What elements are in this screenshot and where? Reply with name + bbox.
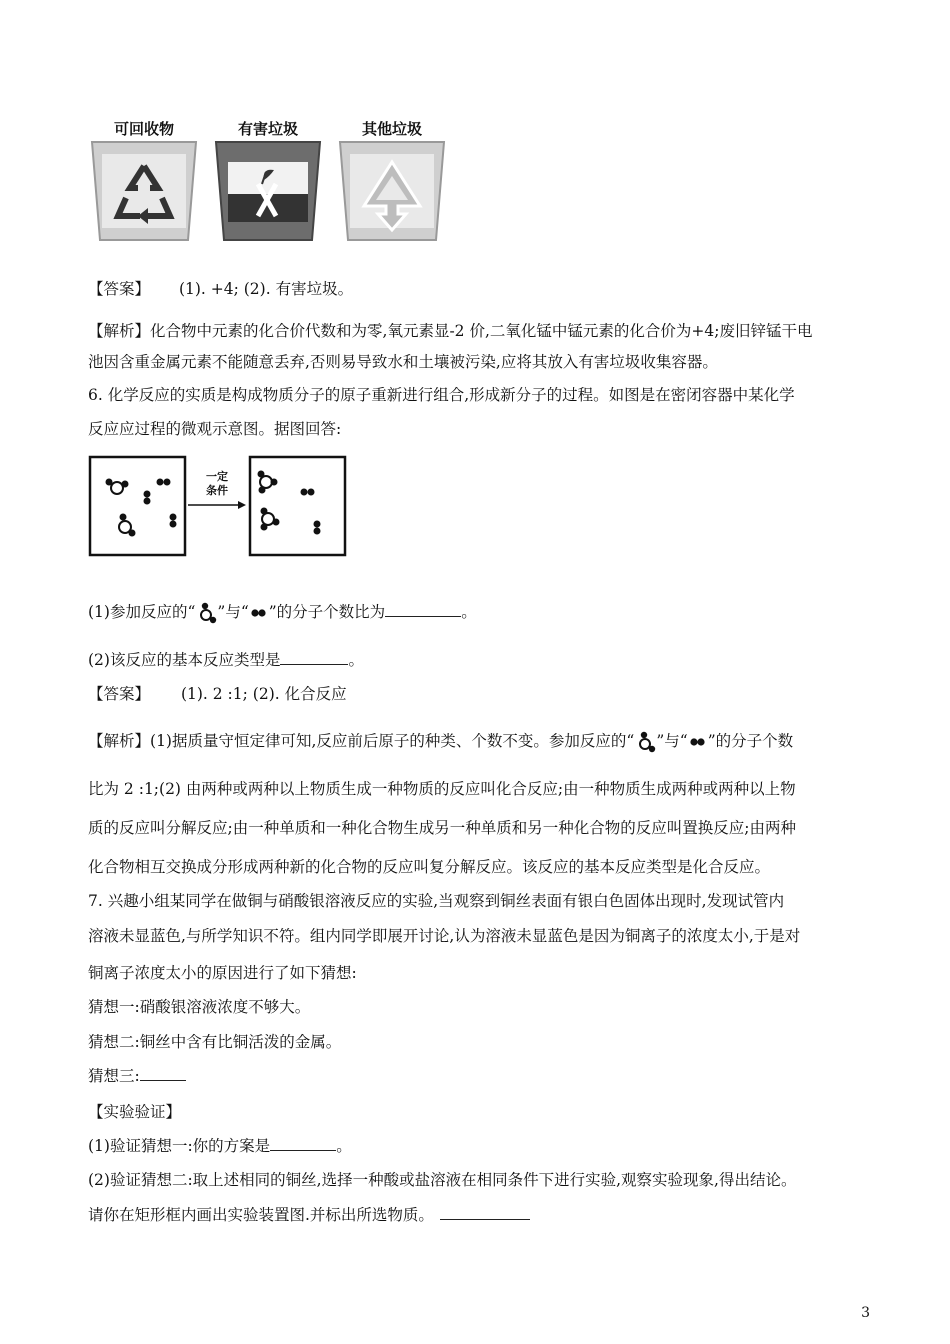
q7-verify-3 xyxy=(88,1204,910,1226)
molecule-b-icon xyxy=(688,736,708,748)
q5-analysis-line-2: 池因含重金属元素不能随意丢弃,否则易导致水和土壤被污染,应将其放入有害垃圾收集容器。 xyxy=(88,353,718,371)
answer-blank[interactable] xyxy=(280,650,348,665)
q6-analysis-line-4: 化合物相互交换成分形成两种新的化合物的反应叫复分解反应。该反应的基本反应类型是化合反应。 xyxy=(88,858,771,876)
arrow-label-line-1: 一定 xyxy=(206,470,228,483)
q6-analysis-line-1 xyxy=(88,730,910,753)
arrow-label xyxy=(194,470,240,498)
verify-1-end: 。 xyxy=(336,1137,352,1155)
other-waste-bin xyxy=(336,118,448,248)
recycle-icon xyxy=(88,140,200,248)
hazardous-bin xyxy=(212,118,324,248)
answer-tag: 【答案】 xyxy=(88,280,151,298)
q7-stem-line-3: 铜离子浓度太小的原因进行了如下猜想: xyxy=(88,964,357,982)
other-waste-icon xyxy=(336,140,448,248)
answer-blank[interactable] xyxy=(440,1205,530,1220)
q7-guess-3 xyxy=(88,1065,910,1087)
q6-sub-question-1 xyxy=(88,601,910,624)
analysis-text-c: ”的分子个数 xyxy=(707,732,794,750)
molecule-a-icon xyxy=(195,602,217,624)
q7-stem-line-1: 7. 兴趣小组某同学在做铜与硝酸银溶液反应的实验,当观察到铜丝表面有银白色固体出现时,发现试管内 xyxy=(88,892,785,910)
hazardous-icon xyxy=(212,140,324,248)
q7-verify-1 xyxy=(88,1135,910,1157)
answer-text: (1). 2 :1; (2). 化合反应 xyxy=(180,685,347,703)
q6-analysis-line-3: 质的反应叫分解反应;由一种单质和一种化合物生成另一种单质和另一种化合物的反应叫置换反应;由两种 xyxy=(88,819,796,837)
sub2-end: 。 xyxy=(348,651,364,669)
q7-verify-2: (2)验证猜想二:取上述相同的铜丝,选择一种酸或盐溶液在相同条件下进行实验,观察实验现象,得出结论。 xyxy=(88,1171,797,1189)
q6-sub-question-2 xyxy=(88,649,910,671)
page-number: 3 xyxy=(861,1305,870,1321)
garbage-bins-figure xyxy=(88,118,448,248)
q7-guess-2: 猜想二:铜丝中含有比铜活泼的金属。 xyxy=(88,1033,342,1051)
recyclable-bin xyxy=(88,118,200,248)
q6-stem-line-1: 6. 化学反应的实质是构成物质分子的原子重新进行组合,形成新分子的过程。如图是在密闭容器中某化学 xyxy=(88,386,795,404)
q7-verify-tag: 【实验验证】 xyxy=(88,1103,182,1121)
analysis-tag: 【解析】 xyxy=(88,322,151,340)
sub1-end: 。 xyxy=(461,603,477,621)
bin-label: 有害垃圾 xyxy=(237,120,298,138)
sub1-text-b: ”与“ xyxy=(217,603,249,621)
q7-guess-1: 猜想一:硝酸银溶液浓度不够大。 xyxy=(88,998,311,1016)
answer-blank[interactable] xyxy=(385,602,461,617)
verify-3-text: 请你在矩形框内画出实验装置图.并标出所选物质。 xyxy=(88,1206,434,1224)
analysis-tag: 【解析】 xyxy=(88,732,151,750)
guess-3-text: 猜想三: xyxy=(88,1067,140,1085)
analysis-text-a: (1)据质量守恒定律可知,反应前后原子的种类、个数不变。参加反应的“ xyxy=(150,732,635,750)
answer-text: (1). +4; (2). 有害垃圾。 xyxy=(178,280,354,298)
q6-stem-line-2: 反应应过程的微观示意图。据图回答: xyxy=(88,420,342,438)
q6-analysis-line-2: 比为 2 :1;(2) 由两种或两种以上物质生成一种物质的反应叫化合反应;由一种物质生成两种或两种以上物 xyxy=(88,780,796,798)
answer-blank[interactable] xyxy=(270,1136,336,1151)
arrow-label-line-2: 条件 xyxy=(206,484,228,497)
q7-stem-line-2: 溶液未显蓝色,与所学知识不符。组内同学即展开讨论,认为溶液未显蓝色是因为铜离子的浓度太小,于是对 xyxy=(88,927,801,945)
analysis-text-b: ”与“ xyxy=(656,732,688,750)
bin-label: 其他垃圾 xyxy=(361,120,422,138)
bin-label: 可回收物 xyxy=(113,120,174,138)
molecule-a-icon xyxy=(634,731,656,753)
q6-answer-line xyxy=(88,683,910,705)
verify-1-text: (1)验证猜想一:你的方案是 xyxy=(88,1137,271,1155)
reaction-diagram xyxy=(88,455,350,559)
answer-blank[interactable] xyxy=(140,1066,186,1081)
sub1-text-a: (1)参加反应的“ xyxy=(88,603,196,621)
sub1-text-c: ”的分子个数比为 xyxy=(268,603,386,621)
answer-tag: 【答案】 xyxy=(88,685,151,703)
sub2-text: (2)该反应的基本反应类型是 xyxy=(88,651,281,669)
q5-answer-line xyxy=(88,278,910,300)
molecule-b-icon xyxy=(249,607,269,619)
q5-analysis-line-1 xyxy=(88,320,910,342)
analysis-text: 化合物中元素的化合价代数和为零,氧元素显-2 价,二氧化锰中锰元素的化合价为+4;废旧锌锰干电 xyxy=(150,322,813,340)
